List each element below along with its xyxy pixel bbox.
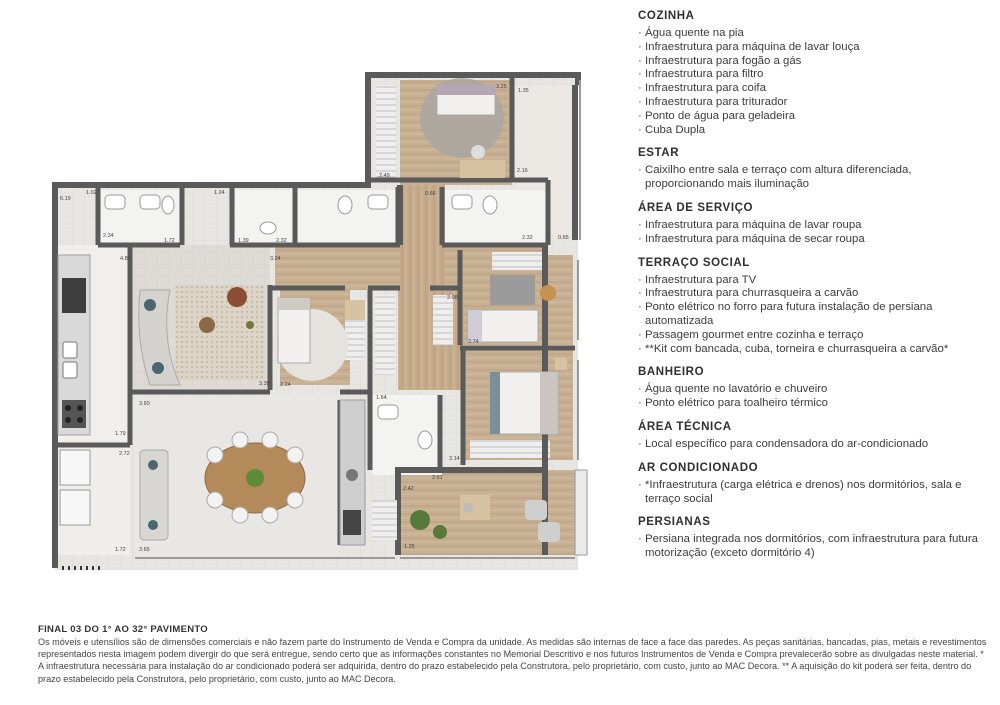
dimension-label: 2.34 [103,233,114,239]
spec-section-title: AR CONDICIONADO [638,461,759,474]
dimension-label: 4.85 [120,256,131,262]
dimension-label: 1.35 [518,88,529,94]
spec-item: · Passagem gourmet entre cozinha e terraço [638,329,988,343]
dimension-label: 2.08 [447,295,458,301]
spec-item: · Ponto elétrico para toalheiro térmico [638,397,988,411]
spec-section [638,364,988,411]
footnote-body: Os móveis e utensílios são de dimensões comerciais e não fazem parte do Instrumento de Venda e Compra da unidade. As medidas são internas de face a face das paredes. As peças sanitárias, bancadas, pias, metais e revestimentos representados nesta imagem podem divergir do que será entregue, sendo certo que as informações constantes no Memorial Descritivo e nos futuros Instrumentos de Venda e Compra prevalecerão sobre as divulgadas neste material. * A infraestrutura necessária para instalação do ar condicionado poderá ser adquirida, dentro do prazo estabelecido pela Construtora, pelo proprietário, com custo, junto ao MAC Decora. ** A aquisição do kit poderá ser feita, dentro do prazo estabelecido pela Construtora, pelo proprietário, com custo, junto ao MAC Decora. [38,637,987,684]
dimension-label: 0.65 [558,235,569,241]
spec-item: · Água quente no lavatório e chuveiro [638,383,988,397]
spec-item: · Infraestrutura para máquina de lavar louça [638,41,988,55]
dimension-label: 6.19 [60,196,71,202]
spec-section [638,460,988,507]
dimension-label: 1.39 [238,238,249,244]
dimension-label: 1.72 [115,547,126,553]
spec-section [638,514,988,561]
spec-item: · Infraestrutura para triturador [638,96,988,110]
dimension-label: 3.24 [270,256,281,262]
specs-panel [638,8,988,569]
dimension-label: 3.14 [449,456,460,462]
dimension-label: 2.42 [403,486,414,492]
spec-item: · Local específico para condensadora do ar-condicionado [638,438,988,452]
spec-item: · Caixilho entre sala e terraço com altura diferenciada, proporcionando mais iluminação [638,164,988,192]
footnote-title: FINAL 03 DO 1° AO 32° PAVIMENTO [38,624,208,635]
dimension-label: 1.24 [214,190,225,196]
dimension-label: 3.39 [259,381,270,387]
spec-section [638,255,988,357]
dimension-label: 2.72 [119,451,130,457]
dimension-label: 1.72 [164,238,175,244]
spec-section-title: TERRAÇO SOCIAL [638,256,750,269]
spec-item: · Infraestrutura para churrasqueira a carvão [638,287,988,301]
dimension-label: 2.32 [276,238,287,244]
spec-item: · Infraestrutura para coifa [638,82,988,96]
dimension-label: 2.49 [379,173,390,179]
dimension-label: 3.65 [139,547,150,553]
spec-item: · Infraestrutura para filtro [638,68,988,82]
spec-section-title: BANHEIRO [638,366,705,379]
spec-item: · Infraestrutura para máquina de secar roupa [638,233,988,247]
spec-item: · Água quente na pia [638,27,988,41]
spec-section [638,200,988,247]
spec-item: · Infraestrutura para TV [638,274,988,288]
dimension-label: 2.16 [517,168,528,174]
spec-item: · Infraestrutura para fogão a gás [638,55,988,69]
dimension-label: 1.02 [86,190,97,196]
spec-item: · *Infraestrutura (carga elétrica e drenos) nos dormitórios, sala e terraço social [638,479,988,507]
spec-item: · Persiana integrada nos dormitórios, com infraestrutura para futura motorização (exceto dormitório 4) [638,533,988,561]
spec-section [638,8,988,137]
spec-section-title: ESTAR [638,147,680,160]
dimension-label: 1.25 [404,544,415,550]
spec-item: · Ponto elétrico no forro para futura instalação de persiana automatizada [638,301,988,329]
spec-item: · **Kit com bancada, cuba, torneira e churrasqueira a carvão* [638,343,988,357]
dimension-label: 3.25 [496,84,507,90]
footnote [38,624,988,685]
dimension-label: 1.64 [376,395,387,401]
dimension-label: 0.66 [425,191,436,197]
dimension-label: 2.74 [468,339,479,345]
spec-item: · Ponto de água para geladeira [638,110,988,124]
spec-section [638,145,988,192]
spec-section-title: COZINHA [638,10,695,22]
spec-section-title: ÁREA TÉCNICA [638,420,732,433]
spec-item: · Cuba Dupla [638,124,988,138]
dimension-label: 2.24 [280,382,291,388]
dimension-label: 1.79 [115,431,126,437]
spec-item: · Infraestrutura para máquina de lavar roupa [638,219,988,233]
spec-section [638,419,988,452]
dimension-label: 2.61 [432,475,443,481]
dimension-label: 3.60 [139,401,150,407]
spec-section-title: PERSIANAS [638,516,711,529]
dimension-label: 2.32 [522,235,533,241]
spec-section-title: ÁREA DE SERVIÇO [638,201,754,214]
